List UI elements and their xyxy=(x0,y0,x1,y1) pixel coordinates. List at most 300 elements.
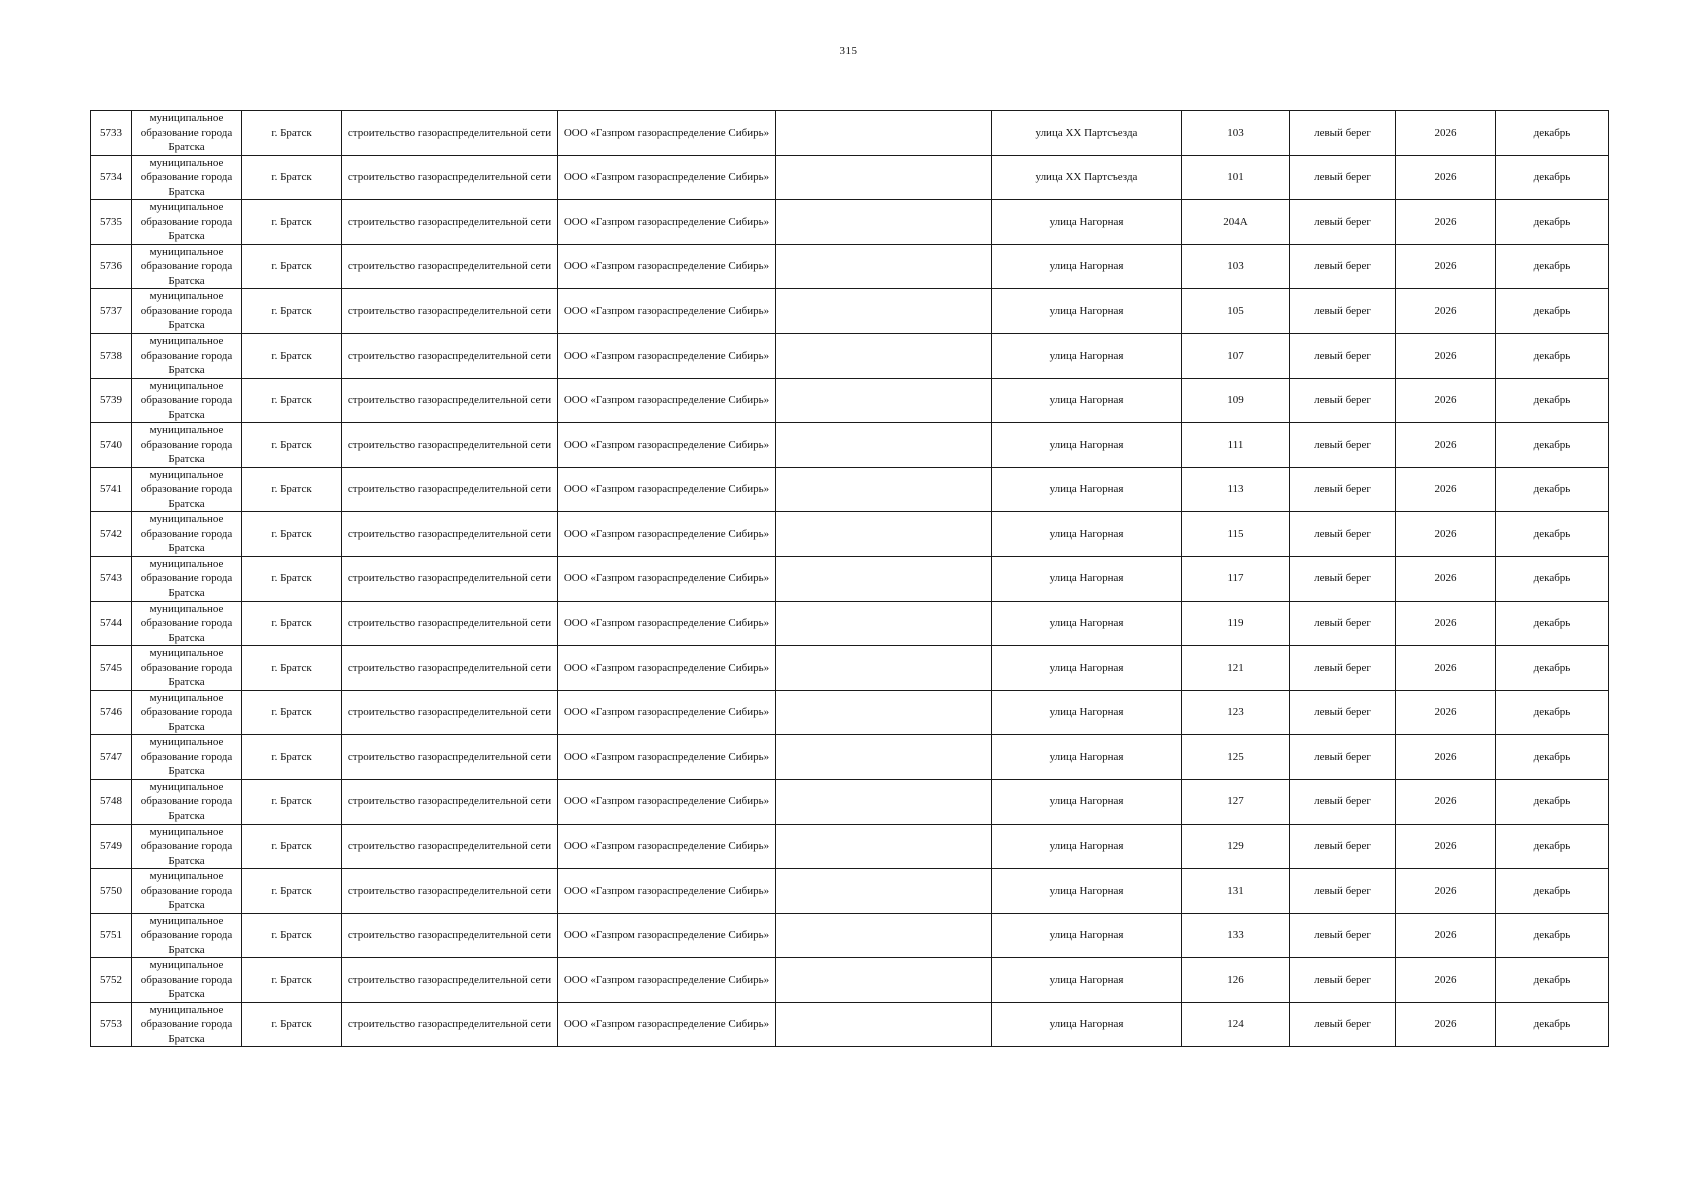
river-bank-cell: левый берег xyxy=(1290,779,1396,824)
house-number-cell: 119 xyxy=(1182,601,1290,646)
municipality-line: образование города xyxy=(140,617,233,630)
street-cell: улица Нагорная xyxy=(992,869,1182,914)
year-cell: 2026 xyxy=(1396,200,1496,245)
year-cell: 2026 xyxy=(1396,423,1496,468)
month-cell: декабрь xyxy=(1496,111,1609,156)
municipality-line: Братска xyxy=(168,854,205,867)
municipality-line: Братска xyxy=(168,809,205,822)
city-cell: г. Братск xyxy=(242,1002,342,1047)
house-number-cell: 115 xyxy=(1182,512,1290,557)
municipality-line: муниципальное xyxy=(149,736,224,749)
row-number: 5745 xyxy=(91,646,132,691)
work-type-cell: строительство газораспределительной сети xyxy=(342,244,558,289)
year-cell: 2026 xyxy=(1396,601,1496,646)
municipality-cell xyxy=(132,111,242,156)
house-number-cell: 113 xyxy=(1182,467,1290,512)
municipality-line: муниципальное xyxy=(149,780,224,793)
year-cell: 2026 xyxy=(1396,289,1496,334)
empty-cell xyxy=(776,869,992,914)
work-type-cell: строительство газораспределительной сети xyxy=(342,1002,558,1047)
municipality-cell xyxy=(132,467,242,512)
house-number-cell: 109 xyxy=(1182,378,1290,423)
municipality-cell xyxy=(132,556,242,601)
municipality-cell xyxy=(132,244,242,289)
municipality-line: образование города xyxy=(140,706,233,719)
work-type-cell: строительство газораспределительной сети xyxy=(342,958,558,1003)
house-number-cell: 125 xyxy=(1182,735,1290,780)
organization-cell: ООО «Газпром газораспределение Сибирь» xyxy=(558,556,776,601)
table-row xyxy=(91,1002,1609,1047)
table-row xyxy=(91,869,1609,914)
city-cell: г. Братск xyxy=(242,646,342,691)
row-number: 5751 xyxy=(91,913,132,958)
work-type-cell: строительство газораспределительной сети xyxy=(342,601,558,646)
city-cell: г. Братск xyxy=(242,735,342,780)
organization-cell: ООО «Газпром газораспределение Сибирь» xyxy=(558,423,776,468)
municipality-line: муниципальное xyxy=(149,513,224,526)
work-type-cell: строительство газораспределительной сети xyxy=(342,111,558,156)
municipality-line: образование города xyxy=(140,483,233,496)
empty-cell xyxy=(776,155,992,200)
river-bank-cell: левый берег xyxy=(1290,690,1396,735)
row-number: 5741 xyxy=(91,467,132,512)
municipality-cell xyxy=(132,155,242,200)
work-type-cell: строительство газораспределительной сети xyxy=(342,869,558,914)
table-row xyxy=(91,690,1609,735)
register-body xyxy=(91,111,1609,1047)
empty-cell xyxy=(776,333,992,378)
month-cell: декабрь xyxy=(1496,155,1609,200)
street-cell: улица Нагорная xyxy=(992,200,1182,245)
river-bank-cell: левый берег xyxy=(1290,958,1396,1003)
row-number: 5735 xyxy=(91,200,132,245)
house-number-cell: 121 xyxy=(1182,646,1290,691)
river-bank-cell: левый берег xyxy=(1290,289,1396,334)
organization-cell: ООО «Газпром газораспределение Сибирь» xyxy=(558,779,776,824)
municipality-line: муниципальное xyxy=(149,156,224,169)
municipality-line: муниципальное xyxy=(149,468,224,481)
municipality-line: муниципальное xyxy=(149,290,224,303)
street-cell: улица Нагорная xyxy=(992,735,1182,780)
empty-cell xyxy=(776,244,992,289)
river-bank-cell: левый берег xyxy=(1290,913,1396,958)
organization-cell: ООО «Газпром газораспределение Сибирь» xyxy=(558,155,776,200)
municipality-line: образование города xyxy=(140,304,233,317)
empty-cell xyxy=(776,111,992,156)
work-type-cell: строительство газораспределительной сети xyxy=(342,735,558,780)
municipality-cell xyxy=(132,824,242,869)
empty-cell xyxy=(776,824,992,869)
street-cell: улица XX Партсъезда xyxy=(992,111,1182,156)
year-cell: 2026 xyxy=(1396,244,1496,289)
row-number: 5752 xyxy=(91,958,132,1003)
row-number: 5753 xyxy=(91,1002,132,1047)
municipality-line: образование города xyxy=(140,438,233,451)
row-number: 5733 xyxy=(91,111,132,156)
house-number-cell: 126 xyxy=(1182,958,1290,1003)
municipality-line: образование города xyxy=(140,1018,233,1031)
house-number-cell: 101 xyxy=(1182,155,1290,200)
month-cell: декабрь xyxy=(1496,779,1609,824)
city-cell: г. Братск xyxy=(242,200,342,245)
municipality-line: Братска xyxy=(168,408,205,421)
table-row xyxy=(91,646,1609,691)
organization-cell: ООО «Газпром газораспределение Сибирь» xyxy=(558,467,776,512)
register-table xyxy=(90,110,1609,1047)
municipality-line: Братска xyxy=(168,720,205,733)
organization-cell: ООО «Газпром газораспределение Сибирь» xyxy=(558,646,776,691)
municipality-cell xyxy=(132,423,242,468)
municipality-line: Братска xyxy=(168,631,205,644)
table-row xyxy=(91,244,1609,289)
organization-cell: ООО «Газпром газораспределение Сибирь» xyxy=(558,200,776,245)
municipality-line: образование города xyxy=(140,973,233,986)
river-bank-cell: левый берег xyxy=(1290,244,1396,289)
year-cell: 2026 xyxy=(1396,378,1496,423)
river-bank-cell: левый берег xyxy=(1290,824,1396,869)
house-number-cell: 111 xyxy=(1182,423,1290,468)
municipality-line: образование города xyxy=(140,394,233,407)
municipality-cell xyxy=(132,378,242,423)
river-bank-cell: левый берег xyxy=(1290,735,1396,780)
year-cell: 2026 xyxy=(1396,779,1496,824)
street-cell: улица Нагорная xyxy=(992,958,1182,1003)
page-number: 315 xyxy=(839,45,858,57)
municipality-line: муниципальное xyxy=(149,112,224,125)
municipality-line: муниципальное xyxy=(149,647,224,660)
municipality-line: образование города xyxy=(140,126,233,139)
municipality-line: образование города xyxy=(140,527,233,540)
month-cell: декабрь xyxy=(1496,690,1609,735)
organization-cell: ООО «Газпром газораспределение Сибирь» xyxy=(558,244,776,289)
city-cell: г. Братск xyxy=(242,779,342,824)
table-row xyxy=(91,289,1609,334)
house-number-cell: 105 xyxy=(1182,289,1290,334)
year-cell: 2026 xyxy=(1396,333,1496,378)
organization-cell: ООО «Газпром газораспределение Сибирь» xyxy=(558,913,776,958)
city-cell: г. Братск xyxy=(242,690,342,735)
empty-cell xyxy=(776,601,992,646)
work-type-cell: строительство газораспределительной сети xyxy=(342,824,558,869)
municipality-line: муниципальное xyxy=(149,1003,224,1016)
work-type-cell: строительство газораспределительной сети xyxy=(342,423,558,468)
house-number-cell: 103 xyxy=(1182,111,1290,156)
river-bank-cell: левый берег xyxy=(1290,333,1396,378)
row-number: 5737 xyxy=(91,289,132,334)
month-cell: декабрь xyxy=(1496,378,1609,423)
organization-cell: ООО «Газпром газораспределение Сибирь» xyxy=(558,111,776,156)
municipality-cell xyxy=(132,958,242,1003)
municipality-cell xyxy=(132,779,242,824)
row-number: 5738 xyxy=(91,333,132,378)
work-type-cell: строительство газораспределительной сети xyxy=(342,200,558,245)
river-bank-cell: левый берег xyxy=(1290,378,1396,423)
work-type-cell: строительство газораспределительной сети xyxy=(342,556,558,601)
municipality-cell xyxy=(132,690,242,735)
city-cell: г. Братск xyxy=(242,869,342,914)
organization-cell: ООО «Газпром газораспределение Сибирь» xyxy=(558,333,776,378)
empty-cell xyxy=(776,200,992,245)
street-cell: улица Нагорная xyxy=(992,1002,1182,1047)
city-cell: г. Братск xyxy=(242,378,342,423)
street-cell: улица Нагорная xyxy=(992,556,1182,601)
organization-cell: ООО «Газпром газораспределение Сибирь» xyxy=(558,289,776,334)
year-cell: 2026 xyxy=(1396,869,1496,914)
street-cell: улица Нагорная xyxy=(992,690,1182,735)
table-row xyxy=(91,512,1609,557)
city-cell: г. Братск xyxy=(242,556,342,601)
work-type-cell: строительство газораспределительной сети xyxy=(342,690,558,735)
municipality-cell xyxy=(132,512,242,557)
year-cell: 2026 xyxy=(1396,1002,1496,1047)
municipality-line: муниципальное xyxy=(149,245,224,258)
month-cell: декабрь xyxy=(1496,423,1609,468)
month-cell: декабрь xyxy=(1496,289,1609,334)
municipality-line: муниципальное xyxy=(149,825,224,838)
year-cell: 2026 xyxy=(1396,155,1496,200)
organization-cell: ООО «Газпром газораспределение Сибирь» xyxy=(558,601,776,646)
empty-cell xyxy=(776,512,992,557)
month-cell: декабрь xyxy=(1496,333,1609,378)
municipality-cell xyxy=(132,289,242,334)
municipality-line: муниципальное xyxy=(149,691,224,704)
empty-cell xyxy=(776,735,992,780)
house-number-cell: 127 xyxy=(1182,779,1290,824)
street-cell: улица Нагорная xyxy=(992,378,1182,423)
month-cell: декабрь xyxy=(1496,646,1609,691)
street-cell: улица Нагорная xyxy=(992,913,1182,958)
municipality-line: образование города xyxy=(140,661,233,674)
organization-cell: ООО «Газпром газораспределение Сибирь» xyxy=(558,824,776,869)
house-number-cell: 124 xyxy=(1182,1002,1290,1047)
organization-cell: ООО «Газпром газораспределение Сибирь» xyxy=(558,1002,776,1047)
river-bank-cell: левый берег xyxy=(1290,111,1396,156)
city-cell: г. Братск xyxy=(242,244,342,289)
empty-cell xyxy=(776,467,992,512)
river-bank-cell: левый берег xyxy=(1290,601,1396,646)
municipality-line: муниципальное xyxy=(149,914,224,927)
year-cell: 2026 xyxy=(1396,824,1496,869)
month-cell: декабрь xyxy=(1496,824,1609,869)
month-cell: декабрь xyxy=(1496,958,1609,1003)
table-row xyxy=(91,378,1609,423)
row-number: 5750 xyxy=(91,869,132,914)
empty-cell xyxy=(776,913,992,958)
city-cell: г. Братск xyxy=(242,111,342,156)
municipality-line: муниципальное xyxy=(149,424,224,437)
house-number-cell: 131 xyxy=(1182,869,1290,914)
work-type-cell: строительство газораспределительной сети xyxy=(342,378,558,423)
municipality-line: Братска xyxy=(168,765,205,778)
month-cell: декабрь xyxy=(1496,467,1609,512)
house-number-cell: 107 xyxy=(1182,333,1290,378)
table-row xyxy=(91,913,1609,958)
municipality-cell xyxy=(132,601,242,646)
municipality-line: образование города xyxy=(140,929,233,942)
municipality-line: муниципальное xyxy=(149,602,224,615)
municipality-line: муниципальное xyxy=(149,870,224,883)
street-cell: улица Нагорная xyxy=(992,512,1182,557)
work-type-cell: строительство газораспределительной сети xyxy=(342,333,558,378)
municipality-line: Братска xyxy=(168,899,205,912)
river-bank-cell: левый берег xyxy=(1290,1002,1396,1047)
river-bank-cell: левый берег xyxy=(1290,556,1396,601)
river-bank-cell: левый берег xyxy=(1290,423,1396,468)
work-type-cell: строительство газораспределительной сети xyxy=(342,646,558,691)
table-row xyxy=(91,779,1609,824)
municipality-line: муниципальное xyxy=(149,959,224,972)
municipality-line: образование города xyxy=(140,572,233,585)
house-number-cell: 129 xyxy=(1182,824,1290,869)
year-cell: 2026 xyxy=(1396,556,1496,601)
municipality-line: Братска xyxy=(168,943,205,956)
municipality-line: муниципальное xyxy=(149,335,224,348)
municipality-line: образование города xyxy=(140,884,233,897)
municipality-cell xyxy=(132,1002,242,1047)
row-number: 5743 xyxy=(91,556,132,601)
municipality-line: Братска xyxy=(168,542,205,555)
municipality-line: образование города xyxy=(140,795,233,808)
house-number-cell: 133 xyxy=(1182,913,1290,958)
empty-cell xyxy=(776,958,992,1003)
row-number: 5748 xyxy=(91,779,132,824)
row-number: 5746 xyxy=(91,690,132,735)
municipality-line: образование города xyxy=(140,215,233,228)
house-number-cell: 123 xyxy=(1182,690,1290,735)
work-type-cell: строительство газораспределительной сети xyxy=(342,913,558,958)
street-cell: улица Нагорная xyxy=(992,467,1182,512)
row-number: 5749 xyxy=(91,824,132,869)
empty-cell xyxy=(776,690,992,735)
city-cell: г. Братск xyxy=(242,155,342,200)
year-cell: 2026 xyxy=(1396,467,1496,512)
river-bank-cell: левый берег xyxy=(1290,200,1396,245)
month-cell: декабрь xyxy=(1496,601,1609,646)
month-cell: декабрь xyxy=(1496,1002,1609,1047)
work-type-cell: строительство газораспределительной сети xyxy=(342,779,558,824)
municipality-line: Братска xyxy=(168,319,205,332)
municipality-line: Братска xyxy=(168,1032,205,1045)
municipality-line: образование города xyxy=(140,171,233,184)
river-bank-cell: левый берег xyxy=(1290,155,1396,200)
empty-cell xyxy=(776,556,992,601)
municipality-line: муниципальное xyxy=(149,379,224,392)
municipality-line: образование города xyxy=(140,260,233,273)
municipality-line: Братска xyxy=(168,274,205,287)
empty-cell xyxy=(776,423,992,468)
empty-cell xyxy=(776,289,992,334)
work-type-cell: строительство газораспределительной сети xyxy=(342,467,558,512)
municipality-cell xyxy=(132,200,242,245)
river-bank-cell: левый берег xyxy=(1290,646,1396,691)
municipality-line: Братска xyxy=(168,676,205,689)
row-number: 5736 xyxy=(91,244,132,289)
municipality-line: Братска xyxy=(168,988,205,1001)
city-cell: г. Братск xyxy=(242,958,342,1003)
year-cell: 2026 xyxy=(1396,690,1496,735)
organization-cell: ООО «Газпром газораспределение Сибирь» xyxy=(558,690,776,735)
row-number: 5740 xyxy=(91,423,132,468)
municipality-line: Братска xyxy=(168,453,205,466)
municipality-line: Братска xyxy=(168,185,205,198)
work-type-cell: строительство газораспределительной сети xyxy=(342,512,558,557)
municipality-line: Братска xyxy=(168,586,205,599)
table-row xyxy=(91,155,1609,200)
table-row xyxy=(91,735,1609,780)
city-cell: г. Братск xyxy=(242,824,342,869)
municipality-cell xyxy=(132,869,242,914)
municipality-line: муниципальное xyxy=(149,557,224,570)
table-row xyxy=(91,601,1609,646)
organization-cell: ООО «Газпром газораспределение Сибирь» xyxy=(558,378,776,423)
organization-cell: ООО «Газпром газораспределение Сибирь» xyxy=(558,958,776,1003)
municipality-line: Братска xyxy=(168,230,205,243)
empty-cell xyxy=(776,1002,992,1047)
year-cell: 2026 xyxy=(1396,111,1496,156)
river-bank-cell: левый берег xyxy=(1290,467,1396,512)
year-cell: 2026 xyxy=(1396,735,1496,780)
month-cell: декабрь xyxy=(1496,735,1609,780)
empty-cell xyxy=(776,779,992,824)
table-row xyxy=(91,423,1609,468)
year-cell: 2026 xyxy=(1396,958,1496,1003)
city-cell: г. Братск xyxy=(242,423,342,468)
city-cell: г. Братск xyxy=(242,467,342,512)
table-row xyxy=(91,111,1609,156)
street-cell: улица Нагорная xyxy=(992,601,1182,646)
street-cell: улица Нагорная xyxy=(992,244,1182,289)
river-bank-cell: левый берег xyxy=(1290,869,1396,914)
table-row xyxy=(91,200,1609,245)
table-row xyxy=(91,333,1609,378)
empty-cell xyxy=(776,646,992,691)
year-cell: 2026 xyxy=(1396,512,1496,557)
river-bank-cell: левый берег xyxy=(1290,512,1396,557)
month-cell: декабрь xyxy=(1496,244,1609,289)
empty-cell xyxy=(776,378,992,423)
municipality-line: Братска xyxy=(168,364,205,377)
city-cell: г. Братск xyxy=(242,601,342,646)
municipality-line: Братска xyxy=(168,497,205,510)
municipality-line: образование города xyxy=(140,750,233,763)
row-number: 5739 xyxy=(91,378,132,423)
street-cell: улица Нагорная xyxy=(992,289,1182,334)
table-row xyxy=(91,556,1609,601)
municipality-line: муниципальное xyxy=(149,201,224,214)
year-cell: 2026 xyxy=(1396,913,1496,958)
organization-cell: ООО «Газпром газораспределение Сибирь» xyxy=(558,512,776,557)
house-number-cell: 117 xyxy=(1182,556,1290,601)
year-cell: 2026 xyxy=(1396,646,1496,691)
table-row xyxy=(91,958,1609,1003)
city-cell: г. Братск xyxy=(242,512,342,557)
month-cell: декабрь xyxy=(1496,913,1609,958)
work-type-cell: строительство газораспределительной сети xyxy=(342,289,558,334)
street-cell: улица Нагорная xyxy=(992,779,1182,824)
table-row xyxy=(91,467,1609,512)
street-cell: улица XX Партсъезда xyxy=(992,155,1182,200)
city-cell: г. Братск xyxy=(242,289,342,334)
municipality-line: образование города xyxy=(140,349,233,362)
month-cell: декабрь xyxy=(1496,869,1609,914)
month-cell: декабрь xyxy=(1496,512,1609,557)
street-cell: улица Нагорная xyxy=(992,333,1182,378)
row-number: 5747 xyxy=(91,735,132,780)
row-number: 5742 xyxy=(91,512,132,557)
municipality-cell xyxy=(132,913,242,958)
municipality-cell xyxy=(132,646,242,691)
municipality-cell xyxy=(132,333,242,378)
